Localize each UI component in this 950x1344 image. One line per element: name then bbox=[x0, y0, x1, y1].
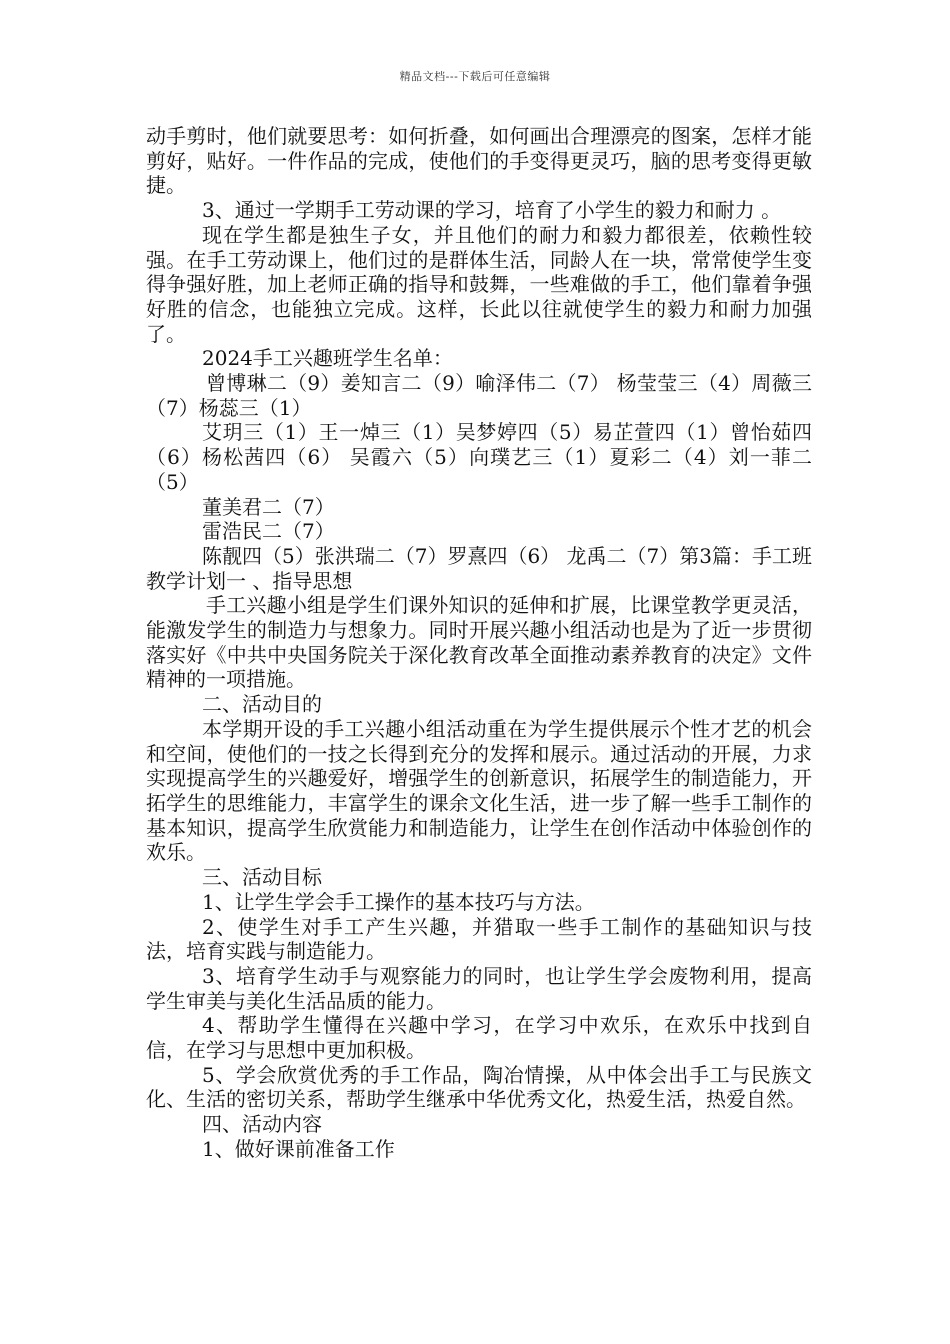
student-list-line: 董美君二（7） bbox=[202, 494, 335, 519]
student-list-title: 2024手工兴趣班学生名单： bbox=[202, 346, 453, 371]
section-heading: 三、活动目标 bbox=[202, 865, 322, 890]
paragraph: 动手剪时，他们就要思考：如何折叠，如何画出合理漂亮的图案，怎样才能剪好，贴好。一件作品的完成，使他们的手变得更灵巧，脑的思考变得更敏捷。 bbox=[146, 124, 812, 198]
student-list-line: 艾玥三（1）王一焯三（1）吴梦婷四（5）易芷萱四（1）曾怡茹四（6）杨松茜四（6） 吴霞六（5）向璞艺三（1）夏彩二（4）刘一菲二（5） bbox=[146, 420, 812, 494]
list-item: 2、使学生对手工产生兴趣，并猎取一些手工制作的基础知识与技法，培育实践与制造能力。 bbox=[146, 914, 812, 964]
list-item: 3、培育学生动手与观察能力的同时，也让学生学会废物利用，提高学生审美与美化生活品质的能力。 bbox=[146, 963, 812, 1013]
document-body bbox=[146, 124, 812, 1162]
paragraph: 本学期开设的手工兴趣小组活动重在为学生提供展示个性才艺的机会和空间，使他们的一技之长得到充分的发挥和展示。通过活动的开展，力求实现提高学生的兴趣爱好，增强学生的创新意识，拓展学生的制造能力，开拓学生的思维能力，丰富学生的课余文化生活，进一步了解一些手工制作的基本知识，提高学生欣赏能力和制造能力，让学生在创作活动中体验创作的欢乐。 bbox=[146, 716, 812, 865]
list-item: 4、帮助学生懂得在兴趣中学习，在学习中欢乐，在欢乐中找到自信，在学习与思想中更加积极。 bbox=[146, 1013, 812, 1063]
list-item: 1、做好课前准备工作 bbox=[202, 1136, 395, 1161]
section-heading: 四、活动内容 bbox=[202, 1112, 322, 1137]
paragraph: 手工兴趣小组是学生们课外知识的延伸和扩展，比课堂教学更灵活，能激发学生的制造力与想象力。同时开展兴趣小组活动也是为了近一步贯彻落实好《中共中央国务院关于深化教育改革全面推动素养教育的决定》文件精神的一项措施。 bbox=[146, 593, 812, 692]
list-item: 5、学会欣赏优秀的手工作品，陶冶情操，从中体会出手工与民族文化、生活的密切关系，帮助学生继承中华优秀文化，热爱生活，热爱自然。 bbox=[146, 1062, 812, 1112]
section-heading: 二、活动目的 bbox=[202, 692, 322, 717]
student-list-line: 陈靓四（5）张洪瑞二（7）罗熹四（6） 龙禹二（7）第3篇：手工班教学计划一 、指导思想 bbox=[146, 543, 812, 593]
list-item: 1、让学生学会手工操作的基本技巧与方法。 bbox=[202, 889, 595, 914]
paragraph: 3、通过一学期手工劳动课的学习，培育了小学生的毅力和耐力 。 bbox=[202, 198, 782, 223]
page-header: 精品文档---下载后可任意编辑 bbox=[399, 70, 551, 83]
paragraph: 现在学生都是独生子女，并且他们的耐力和毅力都很差，依赖性较强。在手工劳动课上，他们过的是群体生活，同龄人在一块，常常使学生变得争强好胜，加上老师正确的指导和鼓舞，一些难做的手工，他们靠着争强好胜的信念，也能独立完成。这样，长此以往就使学生的毅力和耐力加强了。 bbox=[146, 222, 812, 346]
student-list-line: 雷浩民二（7） bbox=[202, 519, 335, 544]
student-list-line: 曾博琳二（9）姜知言二（9）喻泽伟二（7） 杨莹莹三（4）周薇三（7）杨蕊三（1） bbox=[146, 371, 812, 420]
